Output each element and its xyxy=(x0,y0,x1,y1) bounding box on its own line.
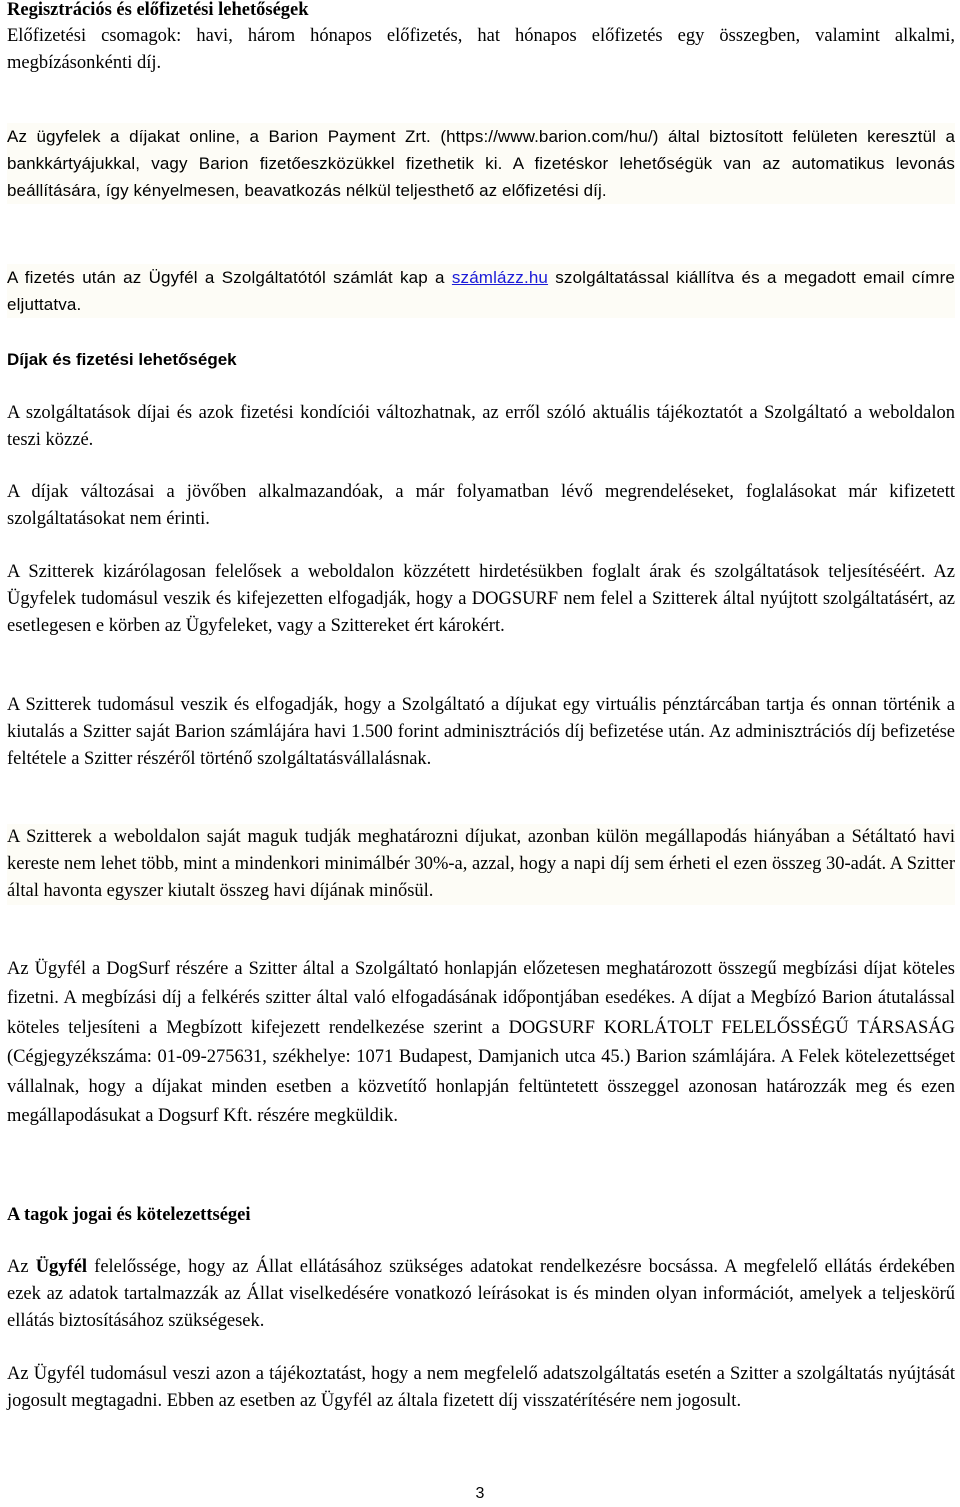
section-title-registration: Regisztrációs és előfizetési lehetőségek xyxy=(7,0,309,20)
paragraph-sitter-responsibility: A Szitterek kizárólagosan felelősek a weboldalon közzétett hirdetésükben foglalt árak és szolgáltatások teljesítéséért. Az Ügyfelek tudomásul veszik és kifejezetten elfogadják, hogy a DOGSURF nem felel a Szitterek által nyújtott szolgáltatásért, az esetlegesen e körben az Ügyfeleket, vagy a Szittereket ért károkért. xyxy=(7,562,955,636)
barion-link[interactable]: https://www.barion.com/hu/ xyxy=(446,127,653,146)
page-number: 3 xyxy=(475,1485,485,1502)
paragraph-subscription-packages: Előfizetési csomagok: havi, három hónapos előfizetés, hat hónapos előfizetés egy összegben, valamint alkalmi, megbízásonkénti díj. xyxy=(7,26,955,73)
paragraph-invoice-before: A fizetés után az Ügyfél a Szolgáltatótól számlát kap a xyxy=(7,268,452,287)
paragraph-client-data xyxy=(7,1254,955,1335)
paragraph-invoice-after: szolgáltatással kiállítva és a megadott email címre eljuttatva. xyxy=(7,268,955,314)
paragraph-virtual-wallet: A Szitterek tudomásul veszik és elfogadják, hogy a Szolgáltató a díjukat egy virtuális pénztárcában tartja és onnan történik a kiutalás a Szitter saját Barion számlájára havi 1.500 forint adminisztrációs díj befizetése után. Az adminisztrációs díj befizetése feltétele a Szitter részéről történő szolgáltatásvállalásnak. xyxy=(7,695,955,769)
paragraph-client-payment: Az Ügyfél a DogSurf részére a Szitter által a Szolgáltató honlapján előzetesen meghatározott összegű megbízási díjat köteles fizetni. A megbízási díj a felkérés szitter által való elfogadásának időpontjában esedékes. A díjat a Megbízó Barion átutalással köteles teljesíteni a Megbízott kifejezett rendelkezése szerint a DOGSURF KORLÁTOLT FELELŐSSÉGŰ TÁRSASÁG (Cégjegyzékszáma: 01-09-275631, székhelye: 1071 Budapest, Damjanich utca 45.) Barion számlájára. A Felek kötelezettséget vállalnak, hogy a díjakat minden esetben a közvetítő honlapján feltüntetett összeggel azonosan határozzák meg és ezen megállapodásukat a Dogsurf Kft. részére megküldik. xyxy=(7,959,955,1127)
paragraph-fees-future: A díjak változásai a jövőben alkalmazandóak, a már folyamatban lévő megrendeléseket, foglalásokat már kifizetett szolgáltatásokat nem érinti. xyxy=(7,482,955,529)
paragraph-refusal: Az Ügyfél tudomásul veszi azon a tájékoztatást, hogy a nem megfelelő adatszolgáltatás esetén a Szitter a szolgáltatás nyújtását jogosult megtagadni. Ebben az esetben az Ügyfél az általa fizetett díj visszatérítésére nem jogosult. xyxy=(7,1364,955,1411)
szamlazz-link[interactable]: számlázz.hu xyxy=(451,268,549,287)
paragraph-invoice xyxy=(7,264,955,318)
client-bold-term: Ügyfél xyxy=(35,1257,88,1277)
paragraph-online-payment-before: Az ügyfelek a díjakat online, a Barion Payment Zrt. ( xyxy=(7,127,447,146)
paragraph-sitter-pricing: A Szitterek a weboldalon saját maguk tudják meghatározni díjukat, azonban külön megállapodás hiányában a Sétáltató havi kereste nem lehet több, mint a mindenkori minimálbér 30%-a, azzal, hogy a napi díj sem érheti el ezen összeg 30-adát. A Szitter által havonta egyszer kiutalt összeg havi díjának minősül. xyxy=(7,824,955,905)
section-title-fees: Díjak és fizetési lehetőségek xyxy=(7,350,237,369)
paragraph-client-data-after: felelőssége, hogy az Állat ellátásához szükséges adatokat rendelkezésre bocsássa. A megfelelő ellátás érdekében ezek az adatok tartalmazzák az Állat viselkedésére vonatkozó leírásokat is és minden olyan információt, amelyek a teljeskörű ellátás biztosításához szükségesek. xyxy=(7,1257,956,1331)
section-title-rights: A tagok jogai és kötelezettségei xyxy=(7,1205,251,1225)
paragraph-fees-change: A szolgáltatások díjai és azok fizetési kondíciói változhatnak, az erről szóló aktuális tájékoztatót a Szolgáltató a weboldalon teszi közzé. xyxy=(7,403,955,450)
paragraph-online-payment-after: ) által biztosított felületen keresztül a bankkártyájukkal, vagy Barion fizetőeszközükkel fizethetik ki. A fizetéskor lehetőségük van az automatikus levonás beállítására, így kényelmesen, beavatkozás nélkül teljesthető az előfizetési díj. xyxy=(7,127,956,200)
paragraph-online-payment xyxy=(7,123,955,204)
paragraph-client-data-before: Az xyxy=(7,1257,36,1277)
